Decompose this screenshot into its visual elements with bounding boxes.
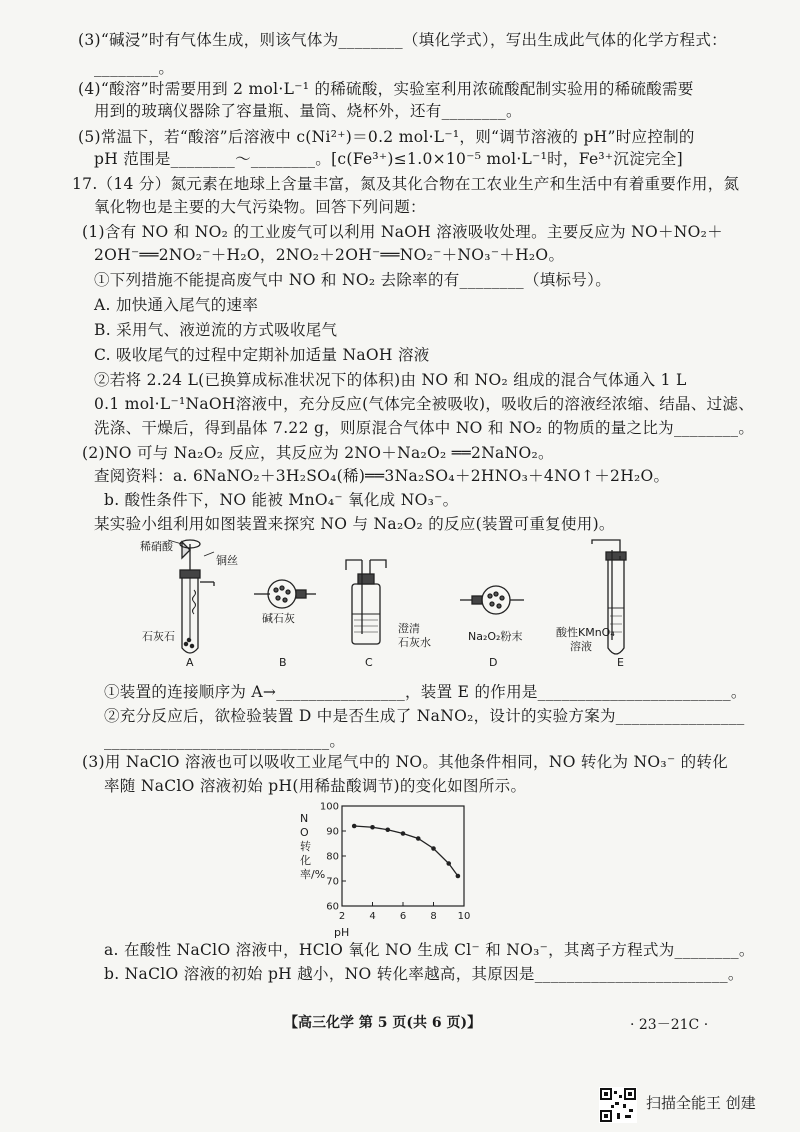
q17-1-sub2-line1: ②若将 2.24 L(已换算成标准状况下的体积)由 NO 和 NO₂ 组成的混合气体通入 1 L bbox=[94, 371, 687, 389]
q16-5-line2: pH 范围是________～________。[c(Fe³⁺)≤1.0×10⁻⁵ mol·L⁻¹时，Fe³⁺沉淀完全] bbox=[94, 150, 683, 168]
footer-page-info: 【高三化学 第 5 页(共 6 页)】 bbox=[284, 1015, 482, 1031]
scanner-watermark: 扫描全能王 创建 bbox=[646, 1094, 756, 1112]
q16-3-line2: ________。 bbox=[94, 59, 175, 77]
q16-3-line1: (3)“碱浸”时有气体生成，则该气体为________（填化学式），写出生成此气体的化学方程式： bbox=[78, 31, 727, 49]
q17-3-b: b. NaClO 溶液的初始 pH 越小，NO 转化率越高，其原因是________________________。 bbox=[104, 965, 744, 983]
label-limestone: 石灰石 bbox=[142, 630, 175, 643]
q17-1-sub2-line2: 0.1 mol·L⁻¹NaOH溶液中，充分反应(气体完全被吸收)，吸收后的溶液经浓缩、结晶、过滤、 bbox=[94, 395, 755, 413]
q17-2-sub2-line1: ②充分反应后，欲检验装置 D 中是否生成了 NaNO₂，设计的实验方案为________________ bbox=[104, 707, 745, 725]
conversion-rate-chart bbox=[318, 800, 478, 940]
qr-code-icon bbox=[599, 1087, 637, 1123]
q17-2-sub1: ①装置的连接顺序为 A→________________，装置 E 的作用是________________________。 bbox=[104, 683, 747, 701]
x-tick-label: 10 bbox=[457, 911, 471, 922]
data-point bbox=[385, 827, 390, 832]
q17-3-line1: (3)用 NaClO 溶液也可以吸收工业尾气中的 NO。其他条件相同，NO 转化为 NO₃⁻ 的转化 bbox=[82, 753, 729, 771]
y-tick-label: 60 bbox=[326, 901, 339, 913]
label-dilute-nitric-acid: 稀硝酸 bbox=[140, 540, 173, 553]
q16-4-line2: 用到的玻璃仪器除了容量瓶、量筒、烧杯外，还有________。 bbox=[94, 102, 522, 120]
apparatus-b-letter: B bbox=[279, 656, 287, 669]
data-point bbox=[401, 831, 406, 836]
footer-code: · 23－21C · bbox=[630, 1017, 709, 1033]
x-tick-label: 4 bbox=[369, 911, 376, 922]
q17-2-line1: (2)NO 可与 Na₂O₂ 反应，其反应为 2NO＋Na₂O₂ ══2NaNO₂。 bbox=[82, 444, 554, 462]
apparatus-c-drawing bbox=[346, 560, 386, 644]
option-c: C. 吸收尾气的过程中定期补加适量 NaOH 溶液 bbox=[94, 346, 430, 364]
data-point bbox=[416, 836, 421, 841]
q17-stem-line2: 氧化物也是主要的大气污染物。回答下列问题： bbox=[94, 198, 426, 216]
series-line bbox=[354, 826, 458, 876]
chart-frame bbox=[342, 806, 464, 906]
y-tick-label: 100 bbox=[319, 801, 339, 813]
apparatus-b-drawing bbox=[254, 580, 316, 608]
label-acidic-kmno4: 酸性KMnO₄ bbox=[556, 626, 615, 639]
q17-2-ref-a: 查阅资料：a. 6NaNO₂＋3H₂SO₄(稀)══3Na₂SO₄＋2HNO₃＋4NO↑＋2H₂O。 bbox=[94, 467, 670, 485]
q17-2-sub2-line2: ____________________________。 bbox=[104, 732, 346, 750]
label-na2o2-powder: Na₂O₂粉末 bbox=[468, 630, 523, 643]
q17-3-a: a. 在酸性 NaClO 溶液中，HClO 氧化 NO 生成 Cl⁻ 和 NO₃⁻，其离子方程式为________。 bbox=[104, 941, 755, 959]
q17-1-sub2-line3: 洗涤、干燥后，得到晶体 7.22 g，则原混合气体中 NO 和 NO₂ 的物质的量之比为________。 bbox=[94, 419, 755, 437]
q16-4-line1: (4)“酸溶”时需要用到 2 mol·L⁻¹ 的稀硫酸，实验室利用浓硫酸配制实验用的稀硫酸需要 bbox=[78, 80, 694, 98]
option-b: B. 采用气、液逆流的方式吸收尾气 bbox=[94, 321, 338, 339]
label-clear: 澄清 bbox=[398, 622, 420, 635]
apparatus-e-letter: E bbox=[617, 656, 624, 669]
q17-2-intro: 某实验小组利用如图装置来探究 NO 与 Na₂O₂ 的反应(装置可重复使用)。 bbox=[94, 515, 615, 533]
q17-stem-line1: 17.（14 分）氮元素在地球上含量丰富，氮及其化合物在工农业生产和生活中有着重要作用，氮 bbox=[72, 175, 740, 193]
label-limewater: 石灰水 bbox=[398, 636, 431, 649]
x-tick-label: 6 bbox=[399, 911, 407, 922]
y-tick-label: 90 bbox=[326, 826, 339, 838]
q17-2-ref-b: b. 酸性条件下，NO 能被 MnO₄⁻ 氧化成 NO₃⁻。 bbox=[104, 491, 459, 509]
data-point bbox=[370, 825, 375, 830]
x-tick-label: 2 bbox=[338, 911, 346, 922]
apparatus-d-drawing bbox=[460, 586, 524, 614]
apparatus-d-letter: D bbox=[489, 656, 498, 669]
label-copper-wire: 铜丝 bbox=[216, 554, 238, 567]
q16-5-line1: (5)常温下，若“酸溶”后溶液中 c(Ni²⁺)＝0.2 mol·L⁻¹，则“调节溶液的 pH”时应控制的 bbox=[78, 128, 695, 146]
data-point bbox=[431, 846, 436, 851]
q17-1-line1: (1)含有 NO 和 NO₂ 的工业废气可以利用 NaOH 溶液吸收处理。主要反应为 NO＋NO₂＋ bbox=[82, 223, 723, 241]
apparatus-a-letter: A bbox=[186, 656, 194, 669]
y-tick-label: 80 bbox=[326, 851, 339, 863]
y-tick-label: 70 bbox=[326, 876, 339, 888]
chart-xlabel: pH bbox=[334, 926, 350, 939]
label-soda-lime: 碱石灰 bbox=[262, 612, 295, 625]
q17-3-line2: 率随 NaClO 溶液初始 pH(用稀盐酸调节)的变化如图所示。 bbox=[104, 777, 527, 795]
data-point bbox=[456, 874, 461, 879]
data-point bbox=[352, 824, 357, 829]
chart-ylabel: NO转化率/% bbox=[300, 812, 326, 881]
apparatus-c-letter: C bbox=[365, 656, 373, 669]
option-a: A. 加快通入尾气的速率 bbox=[94, 296, 259, 314]
x-tick-label: 8 bbox=[430, 911, 437, 922]
data-point bbox=[446, 861, 451, 866]
q17-1-sub1: ①下列措施不能提高废气中 NO 和 NO₂ 去除率的有________（填标号）。 bbox=[94, 271, 612, 289]
q17-1-line2: 2OH⁻══2NO₂⁻＋H₂O，2NO₂＋2OH⁻══NO₂⁻＋NO₃⁻＋H₂O。 bbox=[94, 246, 565, 264]
label-solution: 溶液 bbox=[570, 640, 592, 653]
